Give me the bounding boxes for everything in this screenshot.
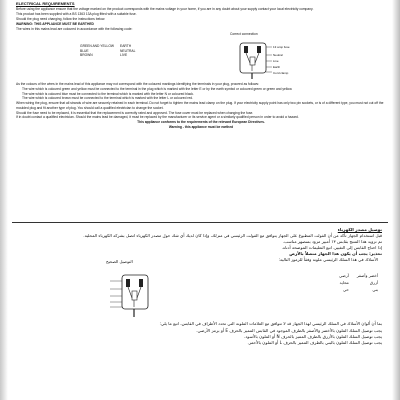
manual-page xyxy=(12,0,388,400)
wire-colour: بني xyxy=(372,286,378,292)
wire-pin: حي xyxy=(342,286,349,292)
label-neutral: Neutral xyxy=(273,52,283,57)
arabic-diagram-caption: التوصيل الصحيح xyxy=(106,259,133,265)
arabic-wiring-block xyxy=(16,257,382,321)
bullet-neutral: The wire which is coloured blue must be connected to the terminal which is marked with the letter N or coloured black. xyxy=(22,91,194,96)
table-row xyxy=(331,280,378,287)
arabic-bullet-earth: يجب توصيل السلك الملون بالأخضر والأصفر بالطرف الموجود في القابس المميز بالحرف E أو برمز الأرضي. xyxy=(196,327,382,333)
arabic-intro-3: إذا احتاج القابس إلى التغيير، اتبع التعليمات الموضحة أدناه. xyxy=(281,244,382,250)
label-cord-clamp: Cord clamp xyxy=(273,70,289,75)
wire-pin: NEUTRAL xyxy=(120,48,136,53)
wire-pin: EARTH xyxy=(120,43,132,48)
arabic-warning: تحذير: يجب أن يكون هذا الجهاز متصلاً بالأرض xyxy=(289,251,382,257)
wire-colour: GREEN AND YELLOW xyxy=(80,43,115,48)
wire-pin: أرضي xyxy=(339,273,349,279)
table-row xyxy=(80,53,141,58)
arabic-intro-1: قبل استخدام الجهاز تأكد من أن الفولت المطبوع على الجهاز يتوافق مع الفولت الرئيسي في منزلك، وإذا كان لديك أي شك حول مصدر الكهرباء اتصل بشركة الكهرباء المحلية. xyxy=(83,232,382,238)
table-row xyxy=(331,287,378,294)
replace-paragraph: If in doubt contact a qualified electrician. Should the mains lead be damaged, it must be replaced by the manufacturer or its service agent or a similarly qualified person in order to avoid a hazard. xyxy=(16,115,299,120)
wire-colour-table xyxy=(80,44,141,58)
plug-wiring-diagram xyxy=(230,37,292,81)
arabic-instruction: الأسلاك في هذا السلك الرئيسي ملونة وفقاً للرموز التالية: xyxy=(278,257,378,263)
colour-note: As the colours of the wires in the mains lead of this appliance may not correspond with the coloured markings identifying the terminals in your plug, proceed as follows: xyxy=(16,81,259,86)
intro-paragraph-3: Should the plug need changing, follow the instructions below. xyxy=(16,17,106,22)
label-live: Live xyxy=(273,58,279,63)
earth-warning: WARNING: THIS APPLIANCE MUST BE EARTHED xyxy=(16,21,94,26)
arabic-bullet-neutral: يجب توصيل السلك الملون بالأزرق بالطرف المميز بالحرف N أو الملون بالأسود. xyxy=(244,333,382,339)
intro-paragraph-1: Before using the appliance ensure that the voltage marked on the product corresponds with the mains voltage in your home, if you are in any doubt about your supply contact your local electricity company. xyxy=(16,7,314,12)
arabic-intro-2: تم تزويد هذا المنتج بقابس ١٣ أمبير مزود بمنصهر مناسب. xyxy=(282,238,382,244)
plug-paragraph: When wiring the plug, ensure that all strands of wire are securely retained in each terminal. Do not forget to tighten the mains lead clamp on the plug. If your electricity supply point has only two pin sockets, or is of a different type, you must not cut off the moulded plug and fit another type of plug. You should call a qualified electrician to change the socket. xyxy=(16,101,384,110)
footer-note: This appliance conforms to the requirements of the relevant European Directives. xyxy=(137,120,265,125)
diagram-caption: Correct connection xyxy=(230,31,258,36)
wire-colour: أزرق xyxy=(369,279,378,285)
section-divider xyxy=(12,222,388,223)
table-row xyxy=(331,273,378,280)
arabic-plug-diagram xyxy=(106,269,166,319)
bullet-earth: The wire which is coloured green and yellow must be connected to the terminal in the plug which is marked with the letter E or by the earth symbol or coloured green or green and yellow. xyxy=(22,86,293,91)
arabic-bullet-live: يجب توصيل السلك الملون بالبني بالطرف المميز بالحرف L أو الملون بالأحمر. xyxy=(247,339,382,345)
bullet-live: The wire which is coloured brown must be connected to the terminal which is marked with the letter L or coloured red. xyxy=(22,96,194,101)
label-earth: Earth xyxy=(273,64,281,69)
arabic-wire-table xyxy=(331,273,378,293)
arabic-section xyxy=(16,227,382,346)
wire-pin: محايد xyxy=(339,279,349,285)
wire-colour: BROWN xyxy=(80,53,93,58)
footer-warning: Warning - this appliance must be earthed xyxy=(168,125,234,130)
arabic-title: توصيل مصدر الكهرباء xyxy=(337,227,382,232)
wiring-block xyxy=(16,32,386,82)
wire-pin: LIVE xyxy=(120,53,128,58)
plug-diagram-icon xyxy=(106,269,166,319)
intro-paragraph-2: This product has been supplied with a BS 1363 13A plug fitted with a suitable fuse. xyxy=(16,12,137,17)
label-fuse: 13 amp fuse xyxy=(273,44,290,49)
arabic-colour-note: بما أن ألوان الأسلاك في السلك الرئيسي لهذا الجهاز قد لا تتوافق مع العلامات الملونة التي تحدد الأطراف في القابس، اتبع ما يلي: xyxy=(159,321,382,327)
fuse-paragraph: Should the fuse need to be replaced, it is essential that the replacement is correctly rated and approved. The fuse cover must be replaced when changing the fuse. xyxy=(16,110,254,115)
english-section xyxy=(16,2,386,130)
wiring-instruction: The wires in this mains lead are coloured in accordance with the following code: xyxy=(16,26,133,31)
wire-colour: أخضر وأصفر xyxy=(356,273,378,279)
section-title: ELECTRICAL REQUIREMENTS xyxy=(16,1,75,6)
wire-colour: BLUE xyxy=(80,48,89,53)
